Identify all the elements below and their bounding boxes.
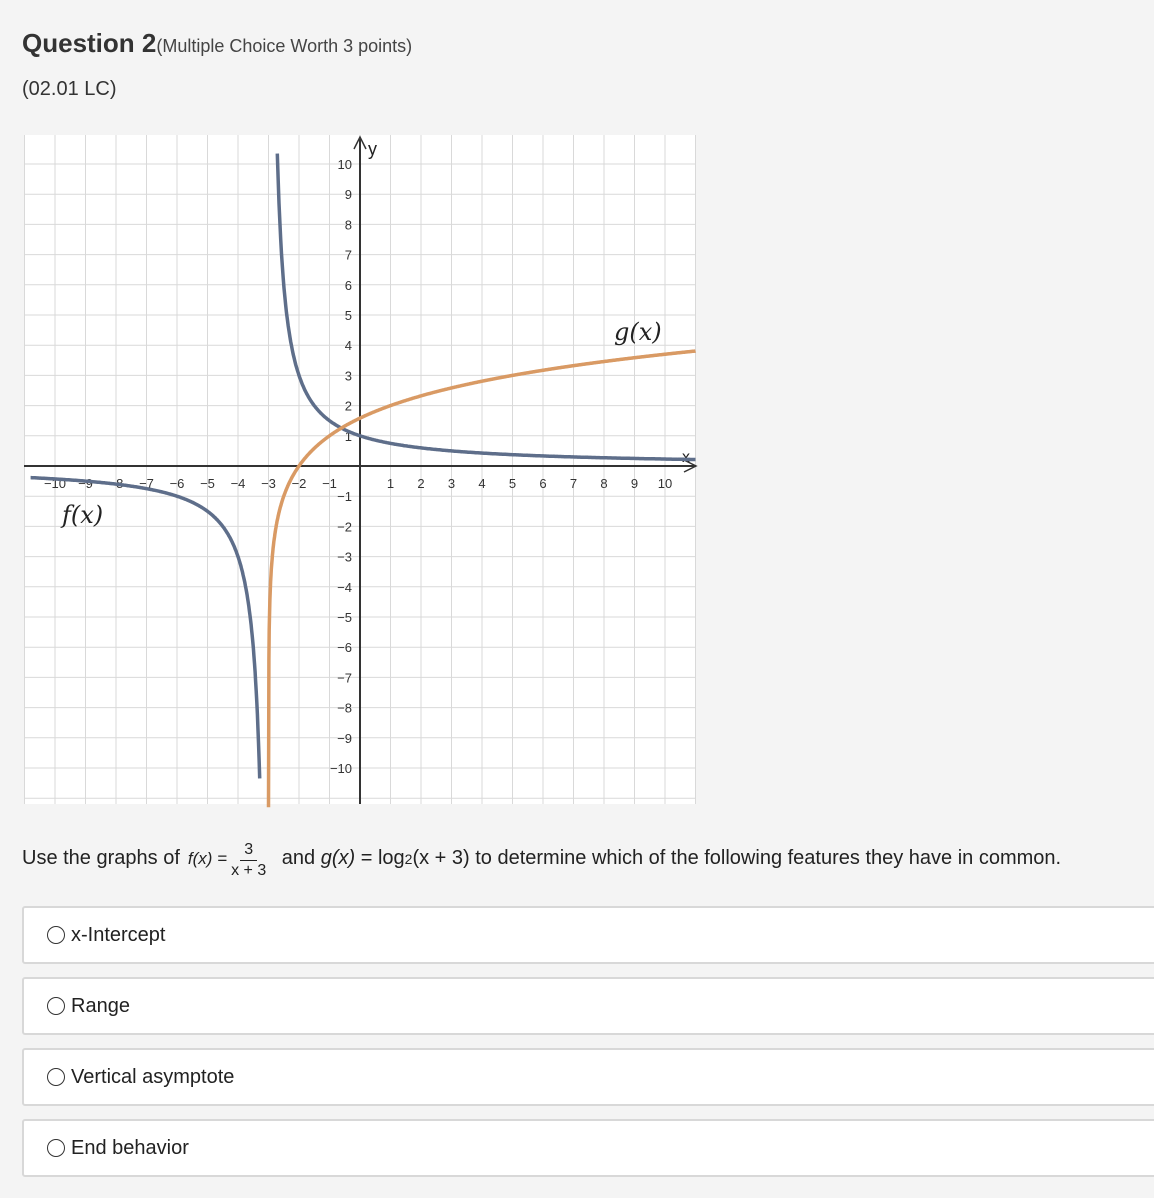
- y-tick-label: 3: [344, 368, 352, 384]
- fraction-numerator: 3: [240, 840, 257, 861]
- choice-x-intercept[interactable]: [22, 906, 1154, 964]
- question-prompt: [22, 838, 1061, 879]
- y-tick-label: −5: [337, 610, 352, 625]
- x-tick-label: 7: [569, 476, 578, 491]
- y-tick-label: 9: [344, 187, 352, 203]
- x-tick-label: −9: [78, 476, 93, 491]
- radio-icon[interactable]: [47, 997, 65, 1015]
- x-tick-label: 2: [417, 476, 425, 491]
- choice-label: Vertical asymptote: [71, 1065, 235, 1088]
- x-tick-label: −10: [43, 476, 67, 491]
- question-code: (02.01 LC): [22, 78, 117, 100]
- prompt-fx: f(x) =: [187, 848, 228, 868]
- y-tick-label: −2: [337, 519, 352, 535]
- y-tick-label: 7: [344, 247, 352, 263]
- choice-range[interactable]: [22, 977, 1154, 1035]
- x-tick-label: 3: [447, 476, 456, 491]
- y-tick-label: 6: [344, 277, 352, 293]
- y-tick-label: −3: [337, 549, 352, 565]
- prompt-log-base: 2: [404, 850, 413, 867]
- y-tick-label: −10: [329, 761, 352, 776]
- x-tick-label: −5: [200, 476, 215, 491]
- y-tick-label: −6: [337, 640, 352, 656]
- prompt-after: (x + 3) to determine which of the following features they have in common.: [412, 847, 1062, 869]
- x-axis-label: x: [682, 449, 690, 466]
- y-tick-label: 10: [337, 157, 352, 172]
- y-tick-label: 8: [344, 217, 352, 233]
- y-tick-label: 5: [344, 308, 352, 323]
- x-tick-label: 1: [386, 476, 395, 491]
- radio-icon[interactable]: [47, 926, 65, 944]
- y-tick-label: −1: [337, 489, 352, 505]
- x-tick-label: 8: [600, 476, 608, 491]
- x-tick-label: 10: [657, 476, 673, 491]
- prompt-gx: g(x): [320, 847, 356, 869]
- fraction-denominator: x + 3: [231, 862, 267, 879]
- x-tick-label: −7: [139, 476, 154, 491]
- prompt-before: Use the graphs of: [22, 847, 180, 869]
- prompt-mid: and: [276, 847, 321, 869]
- x-tick-label: 4: [478, 476, 486, 491]
- x-tick-label: −4: [230, 476, 246, 491]
- choice-vertical-asymptote[interactable]: [22, 1048, 1154, 1106]
- question-worth: (Multiple Choice Worth 3 points): [156, 36, 413, 56]
- y-tick-label: −8: [337, 700, 352, 716]
- x-tick-label: 9: [630, 476, 639, 491]
- y-tick-label: 2: [344, 398, 352, 414]
- x-tick-label: −8: [108, 476, 124, 491]
- radio-icon[interactable]: [47, 1139, 65, 1157]
- x-tick-label: 5: [508, 476, 517, 491]
- x-tick-label: −1: [322, 476, 337, 491]
- y-tick-label: −7: [337, 670, 352, 686]
- question-number: Question 2: [22, 28, 157, 58]
- y-tick-label: −9: [337, 730, 352, 746]
- y-axis-label: y: [368, 139, 377, 159]
- prompt-fraction: [231, 840, 266, 881]
- choice-label: x-Intercept: [71, 923, 166, 946]
- radio-icon[interactable]: [47, 1068, 65, 1086]
- choice-label: End behavior: [71, 1136, 189, 1159]
- choice-end-behavior[interactable]: [22, 1119, 1154, 1177]
- y-tick-label: 1: [344, 428, 352, 444]
- x-tick-label: −6: [169, 476, 185, 491]
- choice-label: Range: [71, 994, 130, 1017]
- y-tick-label: 4: [344, 338, 352, 354]
- g-label: g(x): [614, 318, 662, 346]
- x-tick-label: −3: [261, 476, 276, 491]
- y-tick-label: −4: [337, 579, 352, 595]
- x-tick-label: 6: [539, 476, 547, 491]
- f-label: f(x): [62, 501, 104, 529]
- prompt-eq: = log: [355, 847, 405, 869]
- x-tick-label: −2: [291, 476, 307, 491]
